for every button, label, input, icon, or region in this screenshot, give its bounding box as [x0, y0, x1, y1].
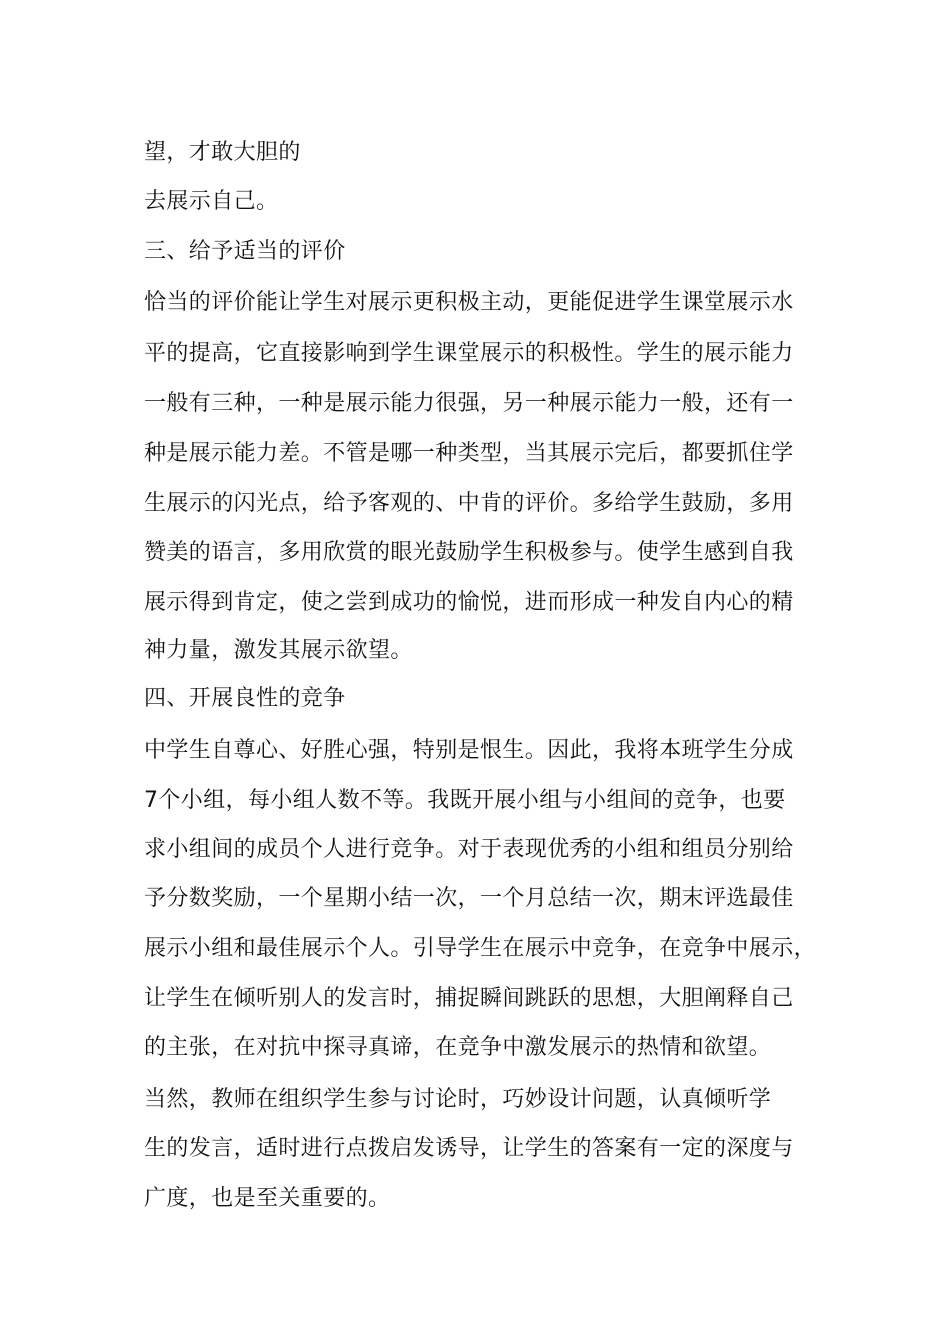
- text-line: 生展示的闪光点，给予客观的、中肯的评价。多给学生鼓励，多用: [144, 491, 794, 516]
- text-line: 中学生自尊心、好胜心强，特别是恨生。因此，我将本班学生分成: [144, 738, 794, 763]
- text-line: 的主张，在对抗中探寻真谛，在竞争中激发展示的热情和欲望。: [144, 1035, 772, 1060]
- text-line: 平的提高，它直接影响到学生课堂展示的积极性。学生的展示能力: [144, 341, 794, 366]
- text-line: 当然，教师在组织学生参与讨论时，巧妙设计问题，认真倾听学: [144, 1087, 772, 1112]
- text-line: 赞美的语言，多用欣赏的眼光鼓励学生积极参与。使学生感到自我: [144, 540, 794, 565]
- text-line: 种是展示能力差。不管是哪一种类型，当其展示完后，都要抓住学: [144, 441, 794, 466]
- text-line: 去展示自己。: [144, 189, 279, 214]
- text-line: 求小组间的成员个人进行竞争。对于表现优秀的小组和组员分别给: [144, 837, 794, 862]
- text-line: 一般有三种，一种是展示能力很强，另一种展示能力一般，还有一: [144, 391, 794, 416]
- section-heading-3: 三、给予适当的评价: [144, 239, 346, 264]
- text-line: 望，才敢大胆的: [144, 140, 301, 165]
- text-line: 展示小组和最佳展示个人。引导学生在展示中竞争，在竞争中展示，: [144, 936, 817, 961]
- text-line: 恰当的评价能让学生对展示更积极主动，更能促进学生课堂展示水: [144, 290, 794, 315]
- text-line: 展示得到肯定，使之尝到成功的愉悦，进而形成一种发自内心的精: [144, 590, 794, 615]
- section-heading-4: 四、开展良性的竞争: [144, 686, 346, 711]
- text-line: 生的发言，适时进行点拨启发诱导，让学生的答案有一定的深度与: [144, 1136, 794, 1161]
- text-line: 予分数奖励，一个星期小结一次，一个月总结一次，期末评选最佳: [144, 886, 794, 911]
- text-line: 广度，也是至关重要的。: [144, 1186, 391, 1211]
- text-line: 7个小组，每小组人数不等。我既开展小组与小组间的竞争，也要: [144, 788, 786, 813]
- text-line: 让学生在倾听别人的发言时，捕捉瞬间跳跃的思想，大胆阐释自己: [144, 986, 794, 1011]
- text-line: 神力量，激发其展示欲望。: [144, 638, 413, 663]
